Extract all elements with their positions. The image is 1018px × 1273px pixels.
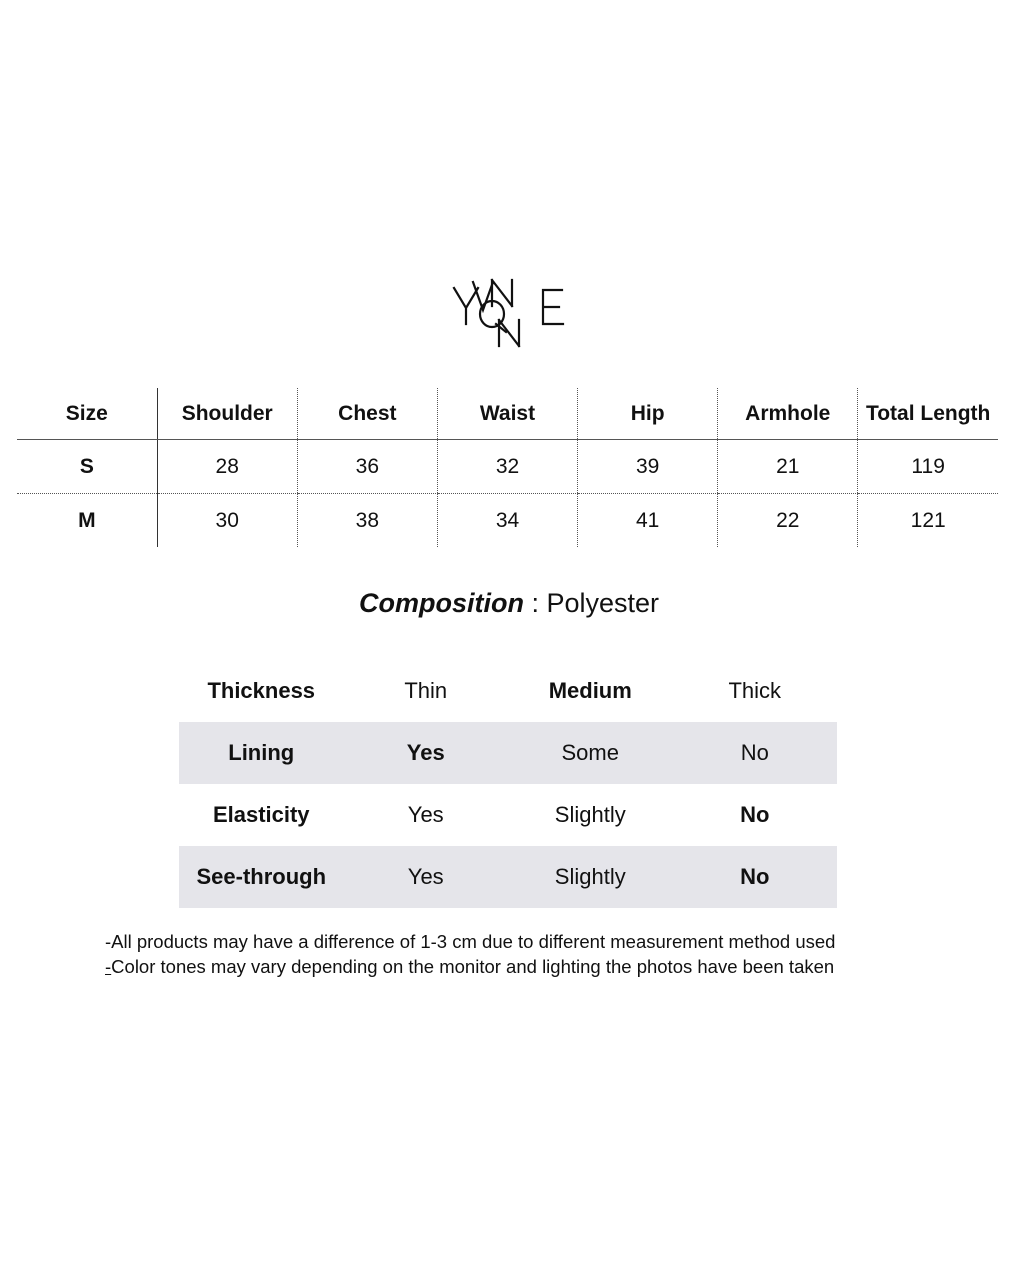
- header-armhole: Armhole: [718, 388, 858, 440]
- cell-shoulder: 28: [157, 440, 297, 494]
- cell-waist: 34: [437, 494, 577, 548]
- attribute-option: No: [740, 802, 770, 827]
- attribute-row-thickness: [179, 660, 837, 722]
- attribute-option: Yes: [344, 722, 509, 784]
- disclaimer-notes: [105, 929, 835, 979]
- attribute-option: Medium: [548, 678, 632, 703]
- table-row: [17, 440, 998, 494]
- attribute-option: No: [673, 722, 838, 784]
- composition-separator: :: [523, 588, 547, 618]
- cell-armhole: 21: [718, 440, 858, 494]
- note-color-text: Color tones may vary depending on the monitor and lighting the photos have been taken: [111, 956, 835, 977]
- attribute-option: Slightly: [554, 802, 626, 827]
- cell-total-length: 119: [858, 440, 998, 494]
- size-chart-table: [17, 388, 998, 547]
- composition-line: [0, 588, 1018, 619]
- cell-chest: 38: [297, 494, 437, 548]
- note-color-dash: -: [105, 956, 112, 977]
- cell-size: S: [17, 440, 157, 494]
- table-row: [17, 494, 998, 548]
- attribute-option: Yes: [344, 846, 509, 908]
- attribute-name: Thickness: [207, 678, 316, 703]
- header-waist: Waist: [437, 388, 577, 440]
- cell-waist: 32: [437, 440, 577, 494]
- size-chart-header: [17, 388, 998, 440]
- cell-hip: 39: [578, 440, 718, 494]
- attribute-option: Thin: [404, 678, 448, 703]
- cell-shoulder: 30: [157, 494, 297, 548]
- attribute-row-elasticity: [179, 784, 837, 846]
- attribute-row-see-through: [179, 846, 837, 908]
- attribute-name: See-through: [179, 846, 344, 908]
- header-hip: Hip: [578, 388, 718, 440]
- attribute-name: Lining: [179, 722, 344, 784]
- attribute-option: Slightly: [508, 846, 673, 908]
- note-color: [105, 954, 835, 979]
- cell-chest: 36: [297, 440, 437, 494]
- attribute-option: Thick: [728, 678, 782, 703]
- fabric-attributes-table: [179, 660, 837, 908]
- cell-total-length: 121: [858, 494, 998, 548]
- header-total-length: Total Length: [858, 388, 998, 440]
- attribute-option: No: [673, 846, 838, 908]
- attribute-row-lining: [179, 722, 837, 784]
- header-chest: Chest: [297, 388, 437, 440]
- cell-hip: 41: [578, 494, 718, 548]
- brand-logo: [449, 274, 569, 348]
- composition-value: Polyester: [546, 588, 660, 618]
- cell-armhole: 22: [718, 494, 858, 548]
- composition-label: Composition: [358, 588, 524, 618]
- note-measurement: -All products may have a difference of 1-3 cm due to different measurement method used: [105, 931, 836, 952]
- cell-size: M: [78, 508, 96, 532]
- attribute-option: Some: [508, 722, 673, 784]
- header-shoulder: Shoulder: [157, 388, 297, 440]
- attribute-option: Yes: [407, 802, 444, 827]
- attribute-name: Elasticity: [212, 802, 310, 827]
- header-size: Size: [17, 388, 157, 440]
